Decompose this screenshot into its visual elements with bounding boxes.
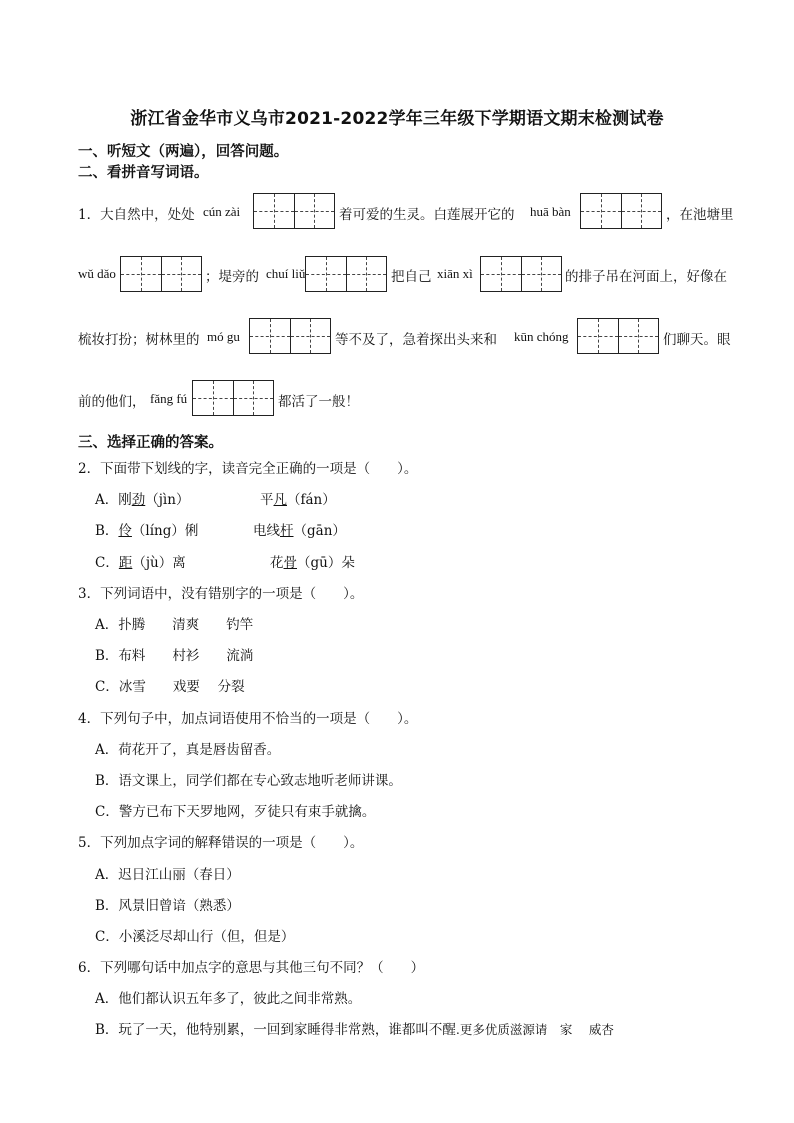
option-c: C．警方已布下天罗地网，歹徒只有束手就擒。 — [95, 804, 376, 820]
option-b: B．语文课上，同学们都在专心致志地听老师讲课。 — [95, 773, 402, 789]
question-stem: 2．下面带下划线的字，读音完全正确的一项是（ ）。 — [78, 461, 418, 477]
pinyin-label: huā bàn — [530, 204, 571, 219]
answer-box[interactable] — [120, 256, 202, 292]
option-a: A．刚劲（jìn） — [95, 492, 190, 508]
question-stem: 4．下列句子中，加点词语使用不恰当的一项是（ ）。 — [78, 711, 418, 727]
answer-box[interactable] — [192, 380, 274, 416]
page-title: 浙江省金华市义乌市2021-2022学年三年级下学期语文期末检测试卷 — [130, 109, 664, 129]
option-b: B．玩了一天，他特别累，一回到家睡得非常熟，谁都叫不醒.更多优质滋源请 家 威杏 — [95, 1022, 614, 1038]
answer-box[interactable] — [577, 318, 659, 354]
q1-text: ；堤旁的 — [205, 269, 259, 285]
pinyin-label: mó gu — [207, 329, 240, 344]
answer-box[interactable] — [249, 318, 331, 354]
section-heading-pinyin: 二、看拼音写词语。 — [78, 165, 209, 181]
option-b-second: 电线杆（gān） — [253, 523, 346, 539]
q1-text: 们聊天。眼 — [663, 332, 731, 348]
pinyin-label: chuí liǔ — [266, 266, 306, 281]
answer-box[interactable] — [580, 193, 662, 229]
q1-text: ，在池塘里 — [666, 207, 734, 223]
question-stem: 3．下列词语中，没有错别字的一项是（ ）。 — [78, 586, 364, 602]
option-b: B．伶（líng）俐 — [95, 523, 199, 539]
q1-text: 前的他们， — [78, 394, 146, 410]
answer-box[interactable] — [480, 256, 562, 292]
pinyin-label: cún zài — [203, 204, 241, 219]
pinyin-label: fǎng fú — [150, 391, 188, 406]
section-heading-listening: 一、听短文（两遍），回答问题。 — [78, 144, 289, 160]
q1-text: 把自己 — [391, 269, 432, 285]
option-c: C．冰雪 戏要 分裂 — [95, 679, 245, 695]
q1-text: 的排子吊在河面上，好像在 — [565, 269, 727, 285]
question-stem: 6．下列哪句话中加点字的意思与其他三句不同？（ ） — [78, 960, 425, 976]
option-c: C．小溪泛尽却山行（但，但是） — [95, 929, 295, 945]
option-a: A．他们都认识五年多了，彼此之间非常熟。 — [95, 991, 362, 1007]
option-a: A．扑腾 清爽 钓竿 — [95, 617, 254, 633]
option-a-second: 平凡（fán） — [260, 492, 336, 508]
option-b: B．风景旧曾谙（熟悉） — [95, 898, 240, 914]
q1-text: 等不及了，急着探出头来和 — [335, 332, 497, 348]
option-c: C．距（jù）离 — [95, 555, 186, 571]
q1-text: 梳妆打扮；树林里的 — [78, 332, 200, 348]
watermark-text: .更多优质滋源请 家 威杏 — [455, 1022, 614, 1037]
q1-text: 着可爱的生灵。白莲展开它的 — [339, 207, 515, 223]
option-a: A．荷花开了，真是唇齿留香。 — [95, 742, 281, 758]
option-a: A．迟日江山丽（春日） — [95, 867, 240, 883]
option-c-second: 花骨（gū）朵 — [270, 555, 355, 571]
q1-text: 都活了一般！ — [278, 394, 359, 410]
question-stem: 5．下列加点字词的解释错误的一项是（ ）。 — [78, 835, 364, 851]
pinyin-label: wǔ dǎo — [78, 266, 116, 281]
answer-box[interactable] — [305, 256, 387, 292]
q1-text: 1．大自然中，处处 — [78, 207, 195, 223]
pinyin-label: kūn chóng — [514, 329, 569, 344]
answer-box[interactable] — [253, 193, 335, 229]
option-b: B．布料 村衫 流淌 — [95, 648, 254, 664]
pinyin-label: xiān xì — [437, 266, 473, 281]
section-heading-choice: 三、选择正确的答案。 — [78, 435, 223, 451]
